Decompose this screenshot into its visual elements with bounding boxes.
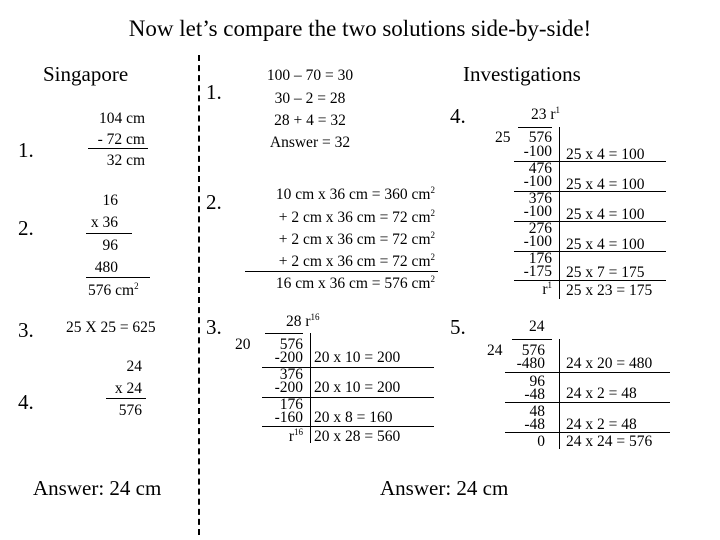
singapore-step4-line1: 24 xyxy=(126,358,142,375)
singapore-step1-line2: - 72 cm xyxy=(97,131,145,148)
investigations-step4-step: -100 xyxy=(523,143,552,160)
investigations-step4-divisor: 25 xyxy=(495,129,511,146)
investigations-step5-side: 24 x 2 = 48 xyxy=(566,385,637,402)
singapore-step1-rule xyxy=(88,148,148,149)
middle-step2-line3: + 2 cm x 36 cm = 72 $cm^2$ xyxy=(278,229,435,248)
investigations-step4-step: -100 xyxy=(523,173,552,190)
investigations-step5-step: 96 xyxy=(529,373,545,390)
middle-step1-line1: 100 – 70 = 30 xyxy=(266,67,354,84)
investigations-step4-side: 25 x 4 = 100 xyxy=(566,176,645,193)
middle-step3-side: 20 x 10 = 200 xyxy=(314,379,401,396)
investigations-step5-side: 24 x 2 = 48 xyxy=(566,416,637,433)
singapore-step3-number: 3. xyxy=(18,318,34,342)
singapore-step2-line3: 96 xyxy=(102,237,118,254)
column-divider xyxy=(198,55,200,535)
middle-step3-step: 376 xyxy=(279,366,303,383)
investigations-step4-step: 576 xyxy=(528,129,552,146)
investigations-step4-side: 25 x 4 = 100 xyxy=(566,206,645,223)
middle-step3-side: 20 x 10 = 200 xyxy=(314,349,401,366)
investigations-step4-side: 25 x 4 = 100 xyxy=(566,146,645,163)
investigations-step5-quotient: 24 xyxy=(529,318,545,335)
middle-step3-step: -200 xyxy=(274,349,303,366)
middle-step3-divisor: 20 xyxy=(235,336,251,353)
singapore-step2-line1: 16 xyxy=(102,192,118,209)
middle-step3-quotient: 28 $r^{16}$ xyxy=(286,311,320,330)
investigations-step5-rule xyxy=(505,402,670,403)
middle-step3-side: 20 x 28 = 560 xyxy=(314,428,401,445)
investigations-step4-side: 25 x 23 = 175 xyxy=(566,282,653,299)
middle-step1-line4: Answer = 32 xyxy=(269,134,351,151)
middle-step2-rule xyxy=(245,271,438,272)
investigations-step5-side: 24 x 20 = 480 xyxy=(566,355,653,372)
investigations-step4-number: 4. xyxy=(450,104,466,128)
investigations-step5-rule xyxy=(505,372,670,373)
middle-step1-line2: 30 – 2 = 28 xyxy=(274,90,346,107)
singapore-step2-line4: 480 xyxy=(94,259,118,276)
investigations-step5-division-bar xyxy=(512,339,552,340)
singapore-step3-line: 25 X 25 = 625 xyxy=(66,319,156,336)
investigations-step4-side: 25 x 4 = 100 xyxy=(566,236,645,253)
investigations-step4-step: -100 xyxy=(523,233,552,250)
middle-step2-number: 2. xyxy=(206,190,222,214)
investigations-step4-step: 376 xyxy=(528,190,552,207)
page-title: Now let’s compare the two solutions side-by-side! xyxy=(128,16,592,41)
middle-step3-step: -200 xyxy=(274,379,303,396)
investigations-step4-step: 276 xyxy=(528,220,552,237)
investigations-step5-step: 0 xyxy=(537,433,545,450)
middle-step2-line1: 10 cm x 36 cm = 360 $cm^2$ xyxy=(275,184,435,203)
middle-step1-line3: 28 + 4 = 32 xyxy=(274,112,346,129)
investigations-step4-step: -175 xyxy=(523,263,552,280)
middle-step1-number: 1. xyxy=(206,80,222,104)
singapore-step2-rule2 xyxy=(86,277,150,278)
investigations-step4-step: 476 xyxy=(528,160,552,177)
investigations-step5-step: 48 xyxy=(529,403,545,420)
middle-step3-rule xyxy=(262,397,434,398)
investigations-step4-step: 176 xyxy=(528,250,552,267)
investigations-step5-side: 24 x 24 = 576 xyxy=(566,433,653,450)
middle-step3-remainder: $r^{16}$ xyxy=(288,426,303,445)
investigations-answer: Answer: 24 cm xyxy=(380,476,509,500)
singapore-step1-number: 1. xyxy=(18,138,34,162)
singapore-step1-line1: 104 cm xyxy=(98,110,145,127)
middle-step3-side: 20 x 8 = 160 xyxy=(314,409,393,426)
middle-step3-step: 576 xyxy=(279,336,303,353)
singapore-step2-rule1 xyxy=(86,233,132,234)
investigations-step5-step: -48 xyxy=(524,386,545,403)
middle-step2-result: 16 cm x 36 cm = 576 $cm^2$ xyxy=(275,273,435,292)
middle-step3-number: 3. xyxy=(206,315,222,339)
investigations-step5-step: -480 xyxy=(516,355,545,372)
investigations-step4-column-line xyxy=(559,127,560,299)
investigations-step5-step: -48 xyxy=(524,416,545,433)
investigations-step4-step: -100 xyxy=(523,203,552,220)
investigations-step5-divisor: 24 xyxy=(487,342,503,359)
singapore-step4-line2: x 24 xyxy=(114,380,142,397)
singapore-step4-result: 576 xyxy=(118,402,142,419)
middle-step2-line4: + 2 cm x 36 cm = 72 $cm^2$ xyxy=(278,251,435,270)
investigations-step5-step: 576 xyxy=(521,342,545,359)
investigations-step4-division-bar xyxy=(518,127,552,128)
singapore-step1-result: 32 cm xyxy=(106,152,145,169)
middle-step2-line2: + 2 cm x 36 cm = 72 $cm^2$ xyxy=(278,207,435,226)
investigations-heading: Investigations xyxy=(463,62,581,86)
middle-step3-rule xyxy=(262,426,434,427)
singapore-step4-number: 4. xyxy=(18,390,34,414)
singapore-step4-rule xyxy=(106,398,146,399)
middle-step3-rule xyxy=(262,367,434,368)
investigations-step5-number: 5. xyxy=(450,315,466,339)
middle-step3-division-bar xyxy=(265,333,303,334)
investigations-step4-side: 25 x 7 = 175 xyxy=(566,264,645,281)
middle-step3-step: -160 xyxy=(274,409,303,426)
singapore-heading: Singapore xyxy=(43,62,129,86)
singapore-step2-number: 2. xyxy=(18,216,34,240)
singapore-step2-line2: x 36 xyxy=(90,214,118,231)
middle-step3-step: 176 xyxy=(279,396,303,413)
investigations-step4-quotient: 23 $r^1$ xyxy=(531,104,561,123)
singapore-step2-result: 576 $cm^2$ xyxy=(88,280,139,299)
singapore-answer: Answer: 24 cm xyxy=(33,476,162,500)
investigations-step4-remainder: $r^1$ xyxy=(542,279,552,298)
